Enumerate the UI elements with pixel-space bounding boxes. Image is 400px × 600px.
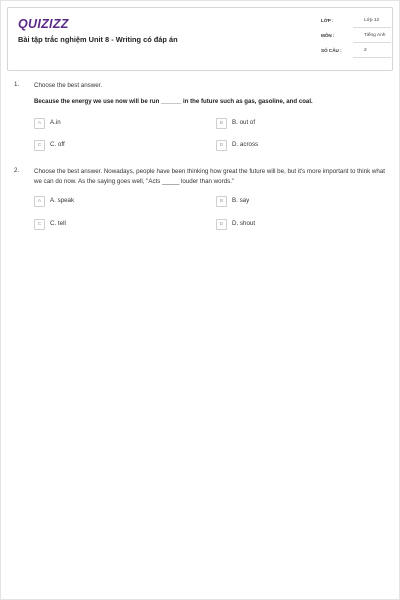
option-a[interactable] bbox=[34, 118, 184, 129]
option-d[interactable] bbox=[216, 219, 366, 230]
option-letter-box: D bbox=[216, 219, 227, 230]
option-text: C. off bbox=[50, 141, 65, 148]
meta-subject-value: Tiếng Anh bbox=[353, 33, 391, 43]
option-letter-box: C bbox=[34, 219, 45, 230]
question-2 bbox=[14, 167, 389, 237]
option-text: D. shout bbox=[232, 220, 256, 227]
option-text: D. across bbox=[232, 141, 259, 148]
option-letter-box: A bbox=[34, 196, 45, 207]
option-c[interactable] bbox=[34, 140, 184, 151]
option-b[interactable] bbox=[216, 196, 366, 207]
option-a[interactable] bbox=[34, 196, 184, 207]
meta-subject-row bbox=[321, 33, 391, 45]
option-text: B. say bbox=[232, 197, 250, 204]
option-b[interactable] bbox=[216, 118, 366, 129]
worksheet-header bbox=[7, 7, 393, 71]
option-letter-box: D bbox=[216, 140, 227, 151]
option-d[interactable] bbox=[216, 140, 366, 151]
option-letter-box: B bbox=[216, 118, 227, 129]
page-title: Bài tập trắc nghiệm Unit 8 - Writing có đáp án bbox=[18, 35, 178, 44]
option-letter-box: A bbox=[34, 118, 45, 129]
question-number: 2. bbox=[14, 167, 20, 174]
meta-class-label: LỚP : bbox=[321, 18, 334, 23]
question-stem: Because the energy we use now will be run ______ in the future such as gas, gasoline, and coal. bbox=[34, 98, 313, 105]
quizizz-logo: QUIZIZZ bbox=[18, 17, 69, 31]
option-letter-box: C bbox=[34, 140, 45, 151]
meta-count-label: SỐ CÂU : bbox=[321, 48, 342, 53]
meta-subject-label: MÔN : bbox=[321, 33, 335, 38]
option-c[interactable] bbox=[34, 219, 184, 230]
option-text: A. speak bbox=[50, 197, 75, 204]
option-letter-box: B bbox=[216, 196, 227, 207]
meta-class-row bbox=[321, 18, 391, 30]
option-text: A.in bbox=[50, 119, 61, 126]
question-number: 1. bbox=[14, 81, 20, 88]
meta-class-value: Lớp 12 bbox=[353, 18, 391, 28]
meta-count-row bbox=[321, 48, 391, 60]
question-prompt: Choose the best answer. bbox=[34, 82, 103, 89]
question-prompt: Choose the best answer. Nowadays, people have been thinking how great the future will be, but it's more important to think what we can do now. As the saying goes well, "Acts _____ louder than words." bbox=[34, 168, 385, 185]
option-text: C. tell bbox=[50, 220, 66, 227]
question-1 bbox=[14, 81, 389, 156]
option-text: B. out of bbox=[232, 119, 256, 126]
meta-count-value: 2 bbox=[353, 48, 391, 58]
